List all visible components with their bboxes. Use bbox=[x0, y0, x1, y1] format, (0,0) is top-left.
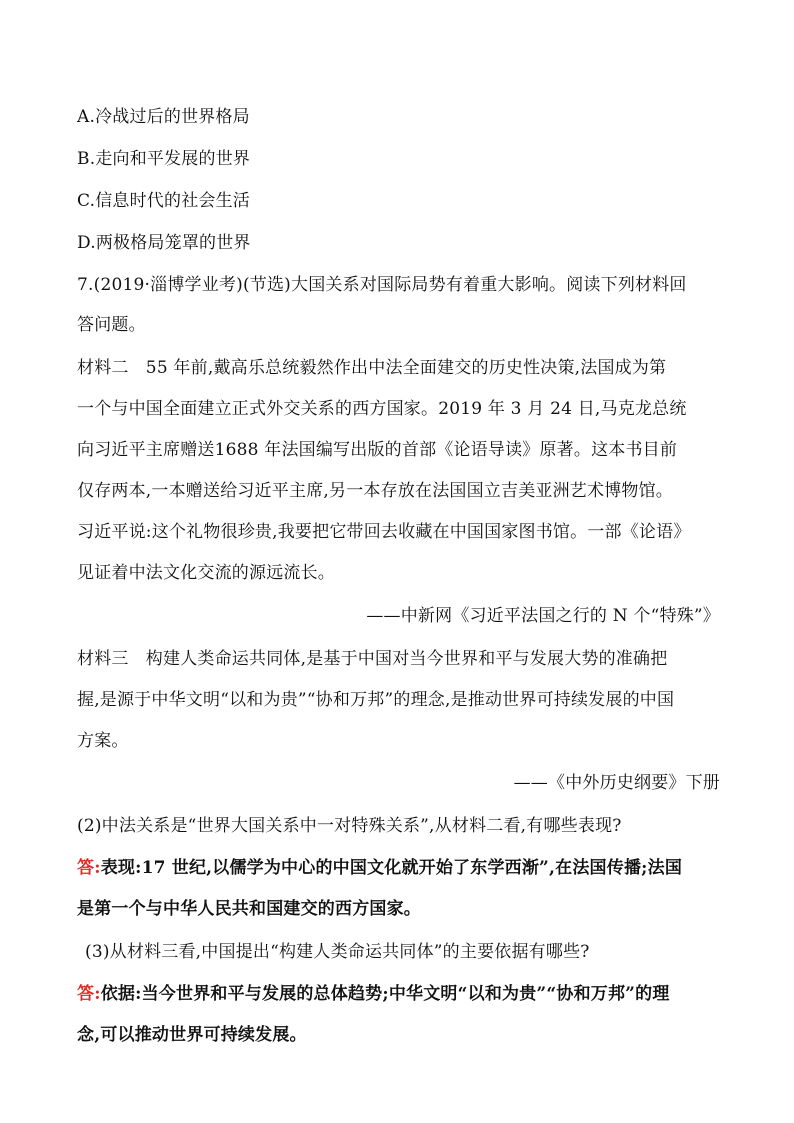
material-2-source: ——中新网《习近平法国之行的 N 个“特殊”》 bbox=[366, 606, 720, 626]
question-3: (3)从材料三看,中国提出“构建人类命运共同体”的主要依据有哪些? bbox=[85, 942, 590, 962]
material-2-line: 一个与中国全面建立正式外交关系的西方国家。2019 年 3 月 24 日,马克龙总统 bbox=[77, 399, 687, 419]
option-b: B.走向和平发展的世界 bbox=[77, 149, 251, 169]
material-2-line: 习近平说:这个礼物很珍贵,我要把它带回去收藏在中国国家图书馆。一部《论语》 bbox=[77, 522, 691, 542]
option-d: D.两极格局笼罩的世界 bbox=[77, 233, 251, 253]
material-3-source: ——《中外历史纲要》下册 bbox=[513, 773, 720, 793]
answer-3-line-cont: 念,可以推动世界可持续发展。 bbox=[77, 1025, 307, 1045]
answer-3-line bbox=[77, 982, 722, 1006]
answer-label: 答: bbox=[77, 984, 101, 1004]
answer-label: 答: bbox=[77, 858, 101, 878]
option-a: A.冷战过后的世界格局 bbox=[77, 107, 250, 127]
material-3-line: 材料三 构建人类命运共同体,是基于中国对当今世界和平与发展大势的准确把 bbox=[77, 649, 668, 669]
question-7-stem: 7.(2019·淄博学业考)(节选)大国关系对国际局势有着重大影响。阅读下列材料回 bbox=[77, 275, 687, 295]
question-2: (2)中法关系是“世界大国关系中一对特殊关系”,从材料二看,有哪些表现? bbox=[77, 816, 622, 836]
material-3-line: 握,是源于中华文明“以和为贵”“协和万邦”的理念,是推动世界可持续发展的中国 bbox=[77, 690, 675, 710]
option-c: C.信息时代的社会生活 bbox=[77, 191, 251, 211]
question-7-stem-cont: 答问题。 bbox=[77, 315, 146, 335]
answer-2-line bbox=[77, 856, 722, 880]
answer-2-line-cont: 是第一个与中华人民共和国建交的西方国家。 bbox=[77, 899, 421, 919]
material-2-line: 材料二 55 年前,戴高乐总统毅然作出中法全面建交的历史性决策,法国成为第 bbox=[77, 358, 667, 378]
answer-3-text: 依据:当今世界和平与发展的总体趋势;中华文明“以和为贵”“协和万邦”的理 bbox=[100, 984, 670, 1004]
material-2-line: 向习近平主席赠送1688 年法国编写出版的首部《论语导读》原著。这本书目前 bbox=[77, 440, 678, 460]
answer-2-text: 表现:17 世纪,以儒学为中心的中国文化就开始了东学西渐”,在法国传播;法国 bbox=[100, 858, 683, 878]
material-2-line: 见证着中法文化交流的源远流长。 bbox=[77, 563, 335, 583]
material-2-line: 仅存两本,一本赠送给习近平主席,另一本存放在法国国立吉美亚洲艺术博物馆。 bbox=[77, 481, 674, 501]
material-3-line: 方案。 bbox=[77, 731, 129, 751]
